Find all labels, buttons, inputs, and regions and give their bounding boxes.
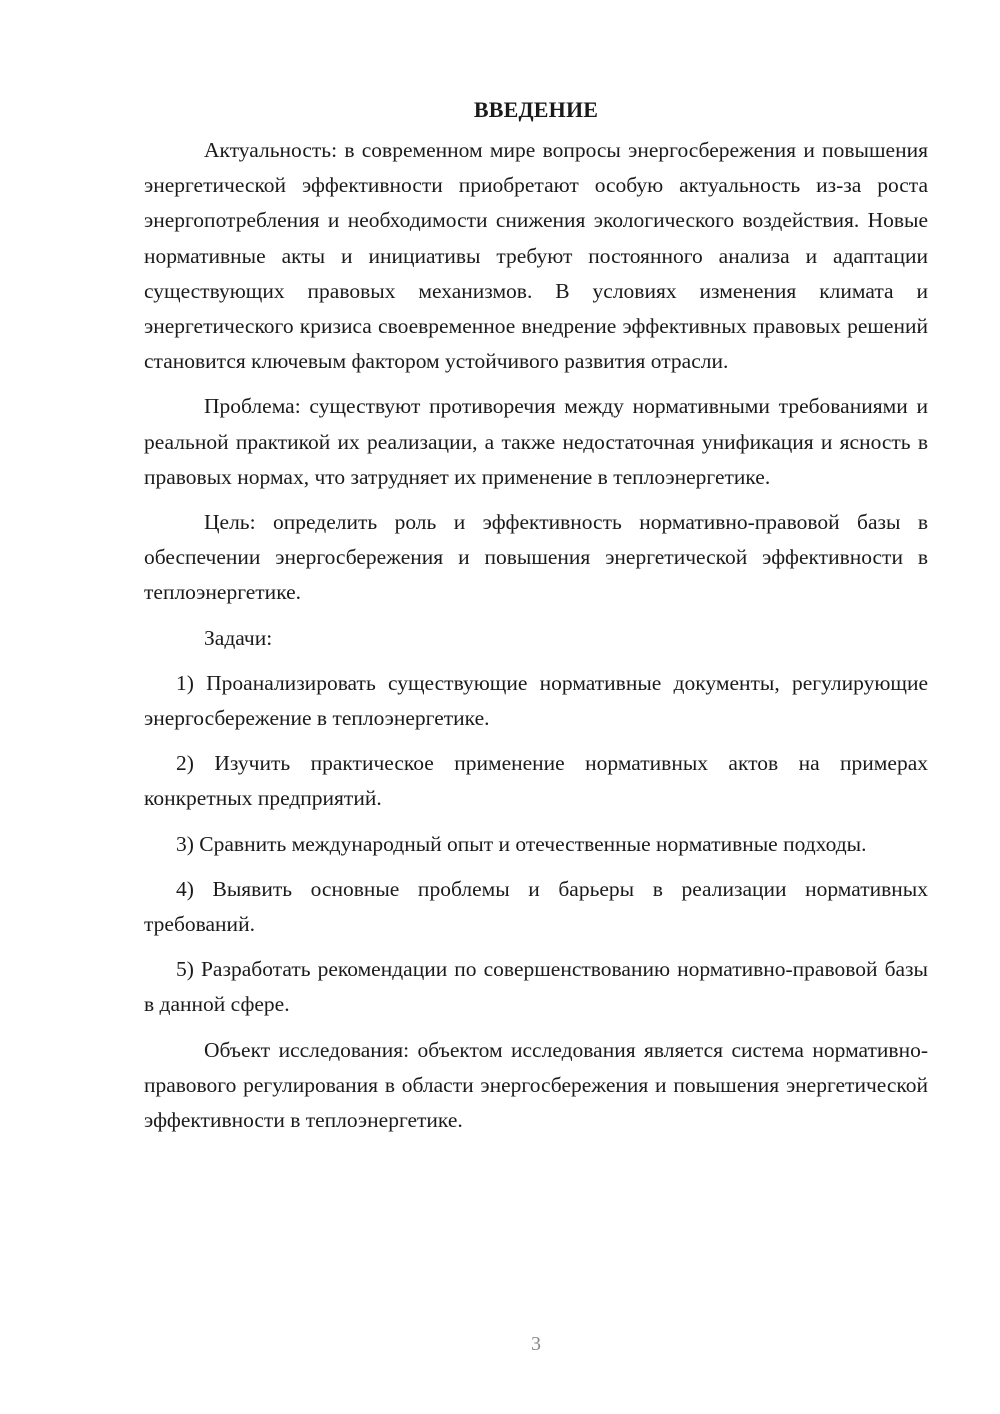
problem-paragraph: Проблема: существуют противоречия между нормативными требованиями и реальной практикой их реализации, а также недостаточная унификация и ясность в правовых нормах, что затрудняет их применение в теплоэнергетике.	[144, 394, 928, 489]
tasks-heading: Задачи:	[204, 625, 273, 650]
task-item-1: 1) Проанализировать существующие нормативные документы, регулирующие энергосбережение в теплоэнергетике.	[144, 670, 928, 731]
task-item-3: 3) Сравнить международный опыт и отечественные нормативные подходы.	[176, 831, 867, 856]
document-page	[144, 92, 928, 1148]
task-item-5: 5) Разработать рекомендации по совершенствованию нормативно-правовой базы в данной сфере.	[144, 957, 928, 1017]
object-paragraph: Объект исследования: объектом исследования является система нормативно-правового регулирования в области энергосбережения и повышения энергетической эффективности в теплоэнергетике.	[144, 1037, 928, 1133]
section-title: ВВЕДЕНИЕ	[473, 97, 599, 122]
task-item-2: 2) Изучить практическое применение нормативных актов на примерах конкретных предприятий.	[144, 751, 928, 811]
task-item-4: 4) Выявить основные проблемы и барьеры в реализации нормативных требований.	[144, 876, 928, 937]
relevance-paragraph: Актуальность: в современном мире вопросы энергосбережения и повышения энергетической эффективности приобретают особую актуальность из-за роста энергопотребления и необходимости снижения экологического воздействия. Новые нормативные акты и инициативы требуют постоянного анализа и адаптации существующих правовых механизмов. В условиях изменения климата и энергетического кризиса своевременное внедрение эффективных правовых решений становится ключевым фактором устойчивого развития отрасли.	[144, 138, 928, 374]
page-number: 3	[531, 1333, 541, 1355]
goal-paragraph: Цель: определить роль и эффективность нормативно-правовой базы в обеспечении энергосбережения и повышения энергетической эффективности в теплоэнергетике.	[144, 510, 928, 605]
